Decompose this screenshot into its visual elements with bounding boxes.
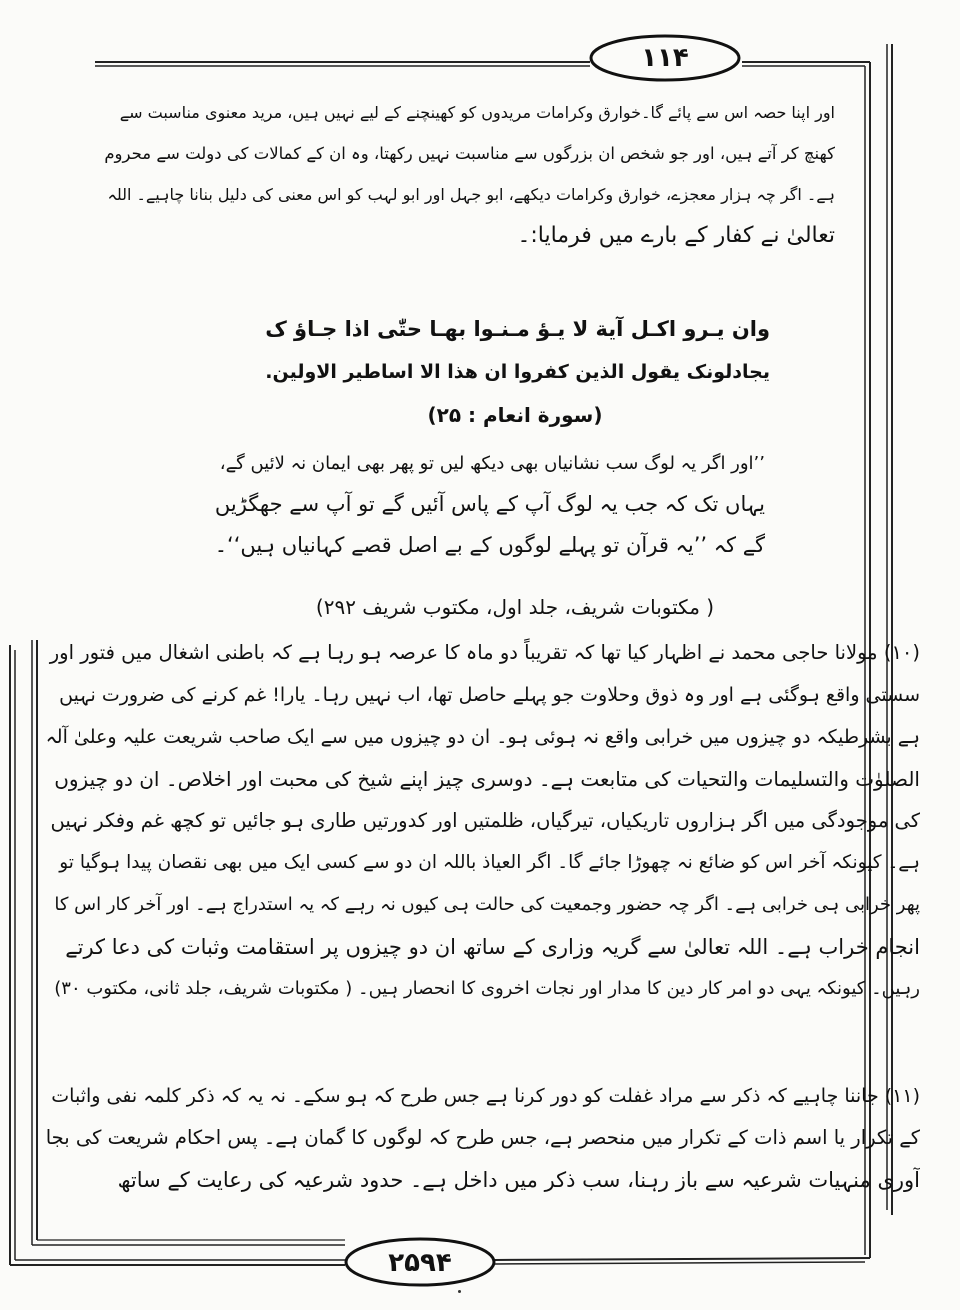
page-number-top: ۱۱۴ — [641, 43, 689, 73]
paragraph-11 — [40, 1075, 920, 1201]
paragraph-1 — [100, 92, 835, 256]
arabic-verse — [255, 308, 770, 394]
translation-line: ’’اور اگر یہ لوگ سب نشانیاں بھی دیکھ لیں تو پھر بھی ایمان نہ لائیں گے، — [219, 453, 765, 474]
paragraph-line: ہے۔ کیونکہ آخر اس کو ضائع نہ چھوڑا جائے گا۔ اگر العیاذ باللہ ان دو سے کسی ایک میں بھی نقصان پیدا ہوگیا تو — [59, 852, 920, 873]
paragraph-line: کی موجودگی میں اگر ہزاروں تاریکیاں، تیرگیاں، ظلمتیں اور کدورتیں طاری ہو جائیں تو کچھ غم وفکر نہیں — [50, 809, 920, 832]
paragraph-line: سستی واقع ہوگئی ہے اور وہ ذوق وحلاوت جو پہلے حاصل تھا، اب نہیں رہا۔ یارا! غم کرنے کی ضرورت نہیں — [59, 684, 920, 706]
paragraph-line: کے تکرار یا اسم ذات کے تکرار میں منحصر ہے، جس طرح کہ لوگوں کا گمان ہے۔ پس احکام شریعت کی بجا — [45, 1126, 920, 1149]
verse-line: یجادلونک یقول الذین کفروا ان هذا الا اساطیر الاولین. — [265, 361, 770, 383]
paragraph-line: (۱۱) جاننا چاہیے کہ ذکر سے مراد غفلت کو دور کرنا ہے جس طرح کہ ہو سکے۔ نہ یہ کہ ذکر کلمہ نفی واثبات — [51, 1085, 920, 1107]
paragraph-line: پھر خرابی ہی خرابی ہے۔ اگر چہ حضور وجمعیت کی حالت ہی کیوں نہ رہے کہ یہ استدراج ہے۔ اور آخر کار اس کا — [54, 894, 920, 915]
paragraph-line: ہے بشرطیکہ دو چیزوں میں خرابی واقع نہ ہوئی ہو۔ ان دو چیزوں میں سے ایک صاحب شریعت علیہ وعلیٰ آلہ — [45, 726, 920, 748]
verse-line: وان یـرو اکـل آیة لا یـؤ مـنـوا بهـا حتّٰی اذا جـاؤ ک — [265, 317, 770, 341]
paragraph-line: آوری منہیات شرعیہ سے باز رہنا، سب ذکر میں داخل ہے۔ حدود شرعیہ کی رعایت کے ساتھ — [117, 1168, 920, 1192]
verse-reference: (سورة انعام : ۲۵) — [427, 403, 603, 427]
paragraph-line: کھنچ کر آتے ہیں، اور جو شخص ان بزرگوں سے مناسبت نہیں رکھتا، وہ ان کے کمالات کی دولت سے محروم — [104, 144, 835, 163]
paragraph-line: تعالیٰ نے کفار کے بارے میں فرمایا:۔ — [517, 223, 835, 248]
paragraph-10 — [40, 632, 920, 1010]
paragraph-line: انجام خراب ہے۔ اللہ تعالیٰ سے گریہ وزاری کے ساتھ ان دو چیزوں پر استقامت وثبات کی دعا کرتے — [65, 935, 920, 959]
paragraph-line: الصلوٰت والتسلیمات والتحیات کی متابعت ہے۔ دوسری چیز اپنے شیخ کی محبت اور اخلاص۔ ان دو چیزوں — [54, 767, 920, 791]
translation-line: یہاں تک کہ جب یہ لوگ آپ کے پاس آئیں گے تو آپ سے جھگڑیں — [214, 492, 765, 516]
paragraph-line: ہے۔ اگر چہ ہزار معجزے، خوارق وکرامات دیکھے، ابو جہل اور ابو لہب کو اس معنی کی دلیل بنانا چاہیے۔ اللہ — [107, 185, 835, 204]
paragraph-line: رہیں۔ کیونکہ یہی دو امر کار دین کا مدار اور نجات اخروی کا انحصار ہیں۔ ( مکتوبات شریف، جلد ثانی، مکتوب ۳۰) — [54, 978, 920, 999]
translation-reference: ( مکتوبات شریف، جلد اول، مکتوب شریف ۲۹۲) — [315, 595, 715, 619]
paragraph-line: (۱۰) مولانا حاجی محمد نے اظہار کیا تھا کہ تقریباً دو ماہ کا عرصہ ہو رہا ہے کہ باطنی اشغال میں فتور اور — [49, 641, 920, 664]
page-number-bottom: ۲۵۹۴ — [388, 1248, 452, 1278]
verse-translation — [210, 443, 765, 566]
scan-speck — [458, 1290, 461, 1293]
translation-line: گے کہ ’’یہ قرآن تو پہلے لوگوں کے بے اصل قصے کہانیاں ہیں‘‘۔ — [214, 533, 765, 557]
paragraph-line: اور اپنا حصہ اس سے پائے گا۔خوارق وکرامات مریدوں کو کھینچنے کے لیے نہیں ہیں، مرید معنوی مناسبت سے — [119, 103, 835, 122]
